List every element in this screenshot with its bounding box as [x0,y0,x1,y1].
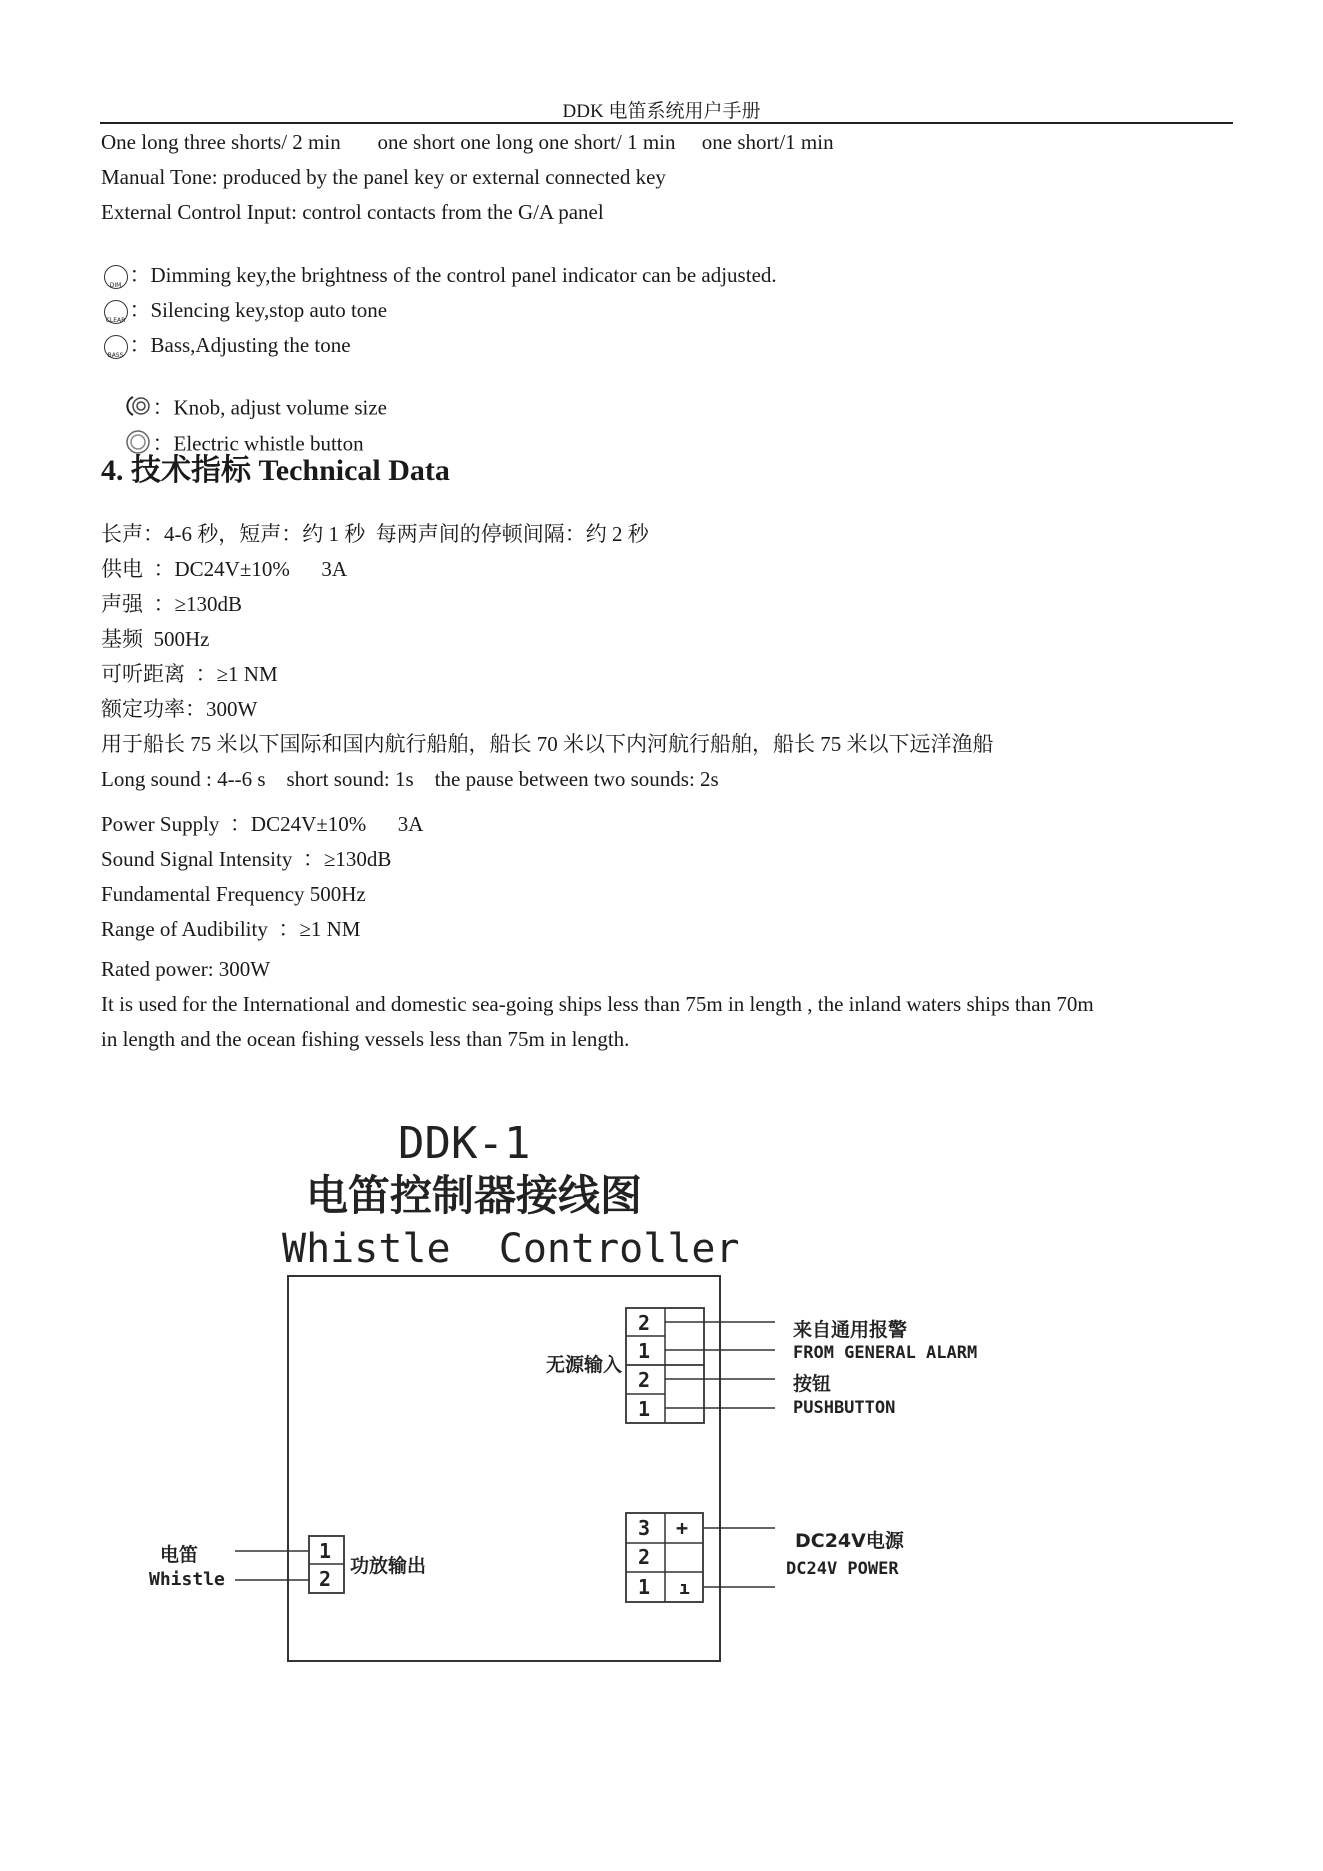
input-terminal-2: 1 [638,1339,651,1363]
input-label: 无源输入 [546,1354,623,1376]
tech-en-6: Rated power: 300W [101,957,271,981]
button-label-cn: 按钮 [793,1373,832,1395]
whistle-label-cn: 电笛 [160,1544,199,1566]
diagram-title-en: Whistle Controller [282,1226,740,1272]
output-label: 功放输出 [350,1555,427,1577]
output-terminal-2: 2 [319,1567,332,1591]
key-desc: ：Dimming key,the brightness of the control panel indicator can be adjusted. [129,263,777,287]
power-label-en: DC24V POWER [786,1559,899,1579]
diagram-title-model: DDK-1 [398,1118,531,1169]
power-terminal-3: 3 [638,1516,651,1540]
tech-en-5: Range of Audibility ：≥1 NM [101,917,361,941]
tech-en-1: Long sound : 4--6 s short sound: 1s the pause between two sounds: 2s [101,767,719,791]
intro-line-1: One long three shorts/ 2 min one short one long one short/ 1 min one short/1 min [101,130,834,154]
key-desc: ：Silencing key,stop auto tone [129,298,388,322]
clear-key-icon: CLEAR [104,300,128,324]
tech-cn-2: 供电 ：DC24V±10% 3A [101,557,348,581]
output-terminal-block [309,1536,344,1593]
output-terminal-1: 1 [319,1539,332,1563]
section-title-cn: 技术指标 [131,453,251,488]
button-label-en: PUSHBUTTON [793,1398,896,1418]
section-number: 4. [101,454,124,487]
diagram-title-cn: 电笛控制器接线图 [306,1171,643,1220]
tech-cn-5: 可听距离 ：≥1 NM [101,662,278,686]
intro-line-3: External Control Input: control contacts from the G/A panel [101,200,604,224]
power-sign-plus: + [676,1516,689,1540]
input-terminal-1: 2 [638,1311,651,1335]
tech-en-8: in length and the ocean fishing vessels less than 75m in length. [101,1027,630,1051]
tech-cn-1: 长声：4-6 秒，短声：约 1 秒 每两声间的停顿间隔：约 2 秒 [101,522,649,546]
key-desc: ：Bass,Adjusting the tone [129,333,351,357]
key-desc: ：Knob, adjust volume size [152,395,387,420]
input-terminal-3: 2 [638,1368,651,1392]
power-terminal-block [626,1513,703,1602]
tech-en-7: It is used for the International and domestic sea-going ships less than 75m in length , the inland waters ships than 70m [101,992,1094,1016]
power-terminal-2: 2 [638,1545,651,1569]
section-title-en: Technical Data [258,454,450,487]
alarm-label-cn: 来自通用报警 [793,1319,908,1341]
tech-en-2: Power Supply ：DC24V±10% 3A [101,812,424,836]
key-desc: ：Electric whistle button [152,431,364,456]
tech-cn-6: 额定功率：300W [101,697,258,721]
tech-cn-3: 声强 ：≥130dB [101,592,243,616]
tech-cn-4: 基频 500Hz [101,627,210,651]
tech-en-4: Fundamental Frequency 500Hz [101,882,366,906]
input-terminal-block [626,1308,704,1423]
power-label-cn: DC24V电源 [795,1530,904,1552]
controller-box [288,1276,720,1661]
input-terminal-4: 1 [638,1397,651,1421]
dim-key-icon: DIM [104,265,128,289]
power-terminal-1: 1 [638,1575,651,1599]
whistle-label-en: Whistle [149,1569,225,1590]
bass-key-icon: BASS [104,335,128,359]
tech-cn-7: 用于船长 75 米以下国际和国内航行船舶，船长 70 米以下内河航行船舶，船长 75 米以下远洋渔船 [101,732,994,756]
tech-en-3: Sound Signal Intensity ：≥130dB [101,847,392,871]
intro-line-2: Manual Tone: produced by the panel key or external connected key [101,165,666,189]
page-header: DDK 电笛系统用户手册 [562,101,761,122]
alarm-label-en: FROM GENERAL ALARM [793,1343,978,1363]
power-sign-minus: ı [679,1578,690,1599]
